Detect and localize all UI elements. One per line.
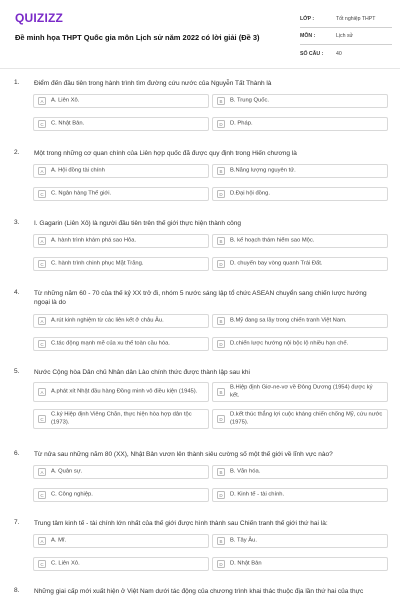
option-text: B. Tây Âu. bbox=[230, 537, 257, 544]
question-number: 3. bbox=[14, 219, 20, 226]
option-letter: C bbox=[38, 120, 46, 128]
document-title: Đề minh họa THPT Quốc gia môn Lịch sử năm 2022 có lời giải (Đề 3) bbox=[15, 33, 260, 42]
option-text: A. hành trình khám phá sao Hỏa. bbox=[51, 237, 137, 244]
option-b[interactable] bbox=[212, 382, 388, 402]
option-a[interactable] bbox=[33, 164, 209, 178]
option-text: D.Đại hội đồng. bbox=[230, 190, 270, 197]
option-b[interactable] bbox=[212, 465, 388, 479]
option-b[interactable] bbox=[212, 314, 388, 328]
option-text: D. Nhật Bản bbox=[230, 560, 262, 567]
option-text: D.kết thúc thắng lợi cuộc kháng chiến chống Mỹ, cứu nước (1975). bbox=[230, 411, 383, 425]
option-letter: B bbox=[217, 237, 225, 245]
option-a[interactable] bbox=[33, 382, 209, 402]
option-d[interactable] bbox=[212, 117, 388, 131]
option-letter: B bbox=[217, 537, 225, 545]
option-letter: C bbox=[38, 560, 46, 568]
meta-row-count bbox=[300, 45, 392, 62]
option-text: D.chiến lược hướng nội bộc lộ nhiều hạn chế. bbox=[230, 340, 349, 347]
option-letter: A bbox=[38, 97, 46, 105]
option-text: C.tác động mạnh mẽ của xu thế toàn cầu hóa. bbox=[51, 340, 170, 347]
option-a[interactable] bbox=[33, 534, 209, 548]
question-text: Điểm đến đầu tiên trong hành trình tìm đường cứu nước của Nguyễn Tất Thành là bbox=[34, 80, 272, 87]
option-text: B.Mỹ đang sa lầy trong chiến tranh Việt Nam. bbox=[230, 317, 347, 324]
option-text: B. Trung Quốc. bbox=[230, 97, 269, 104]
option-text: C.ký Hiệp định Viêng Chăn, thực hiện hòa hợp dân tộc (1973). bbox=[51, 411, 192, 425]
option-c[interactable] bbox=[33, 488, 209, 502]
option-c[interactable] bbox=[33, 257, 209, 271]
option-letter: A bbox=[38, 388, 46, 396]
option-c[interactable] bbox=[33, 187, 209, 201]
quizizz-logo: QUIZIZZ bbox=[15, 11, 64, 25]
option-d[interactable] bbox=[212, 557, 388, 571]
option-letter: A bbox=[38, 167, 46, 175]
option-letter: C bbox=[38, 491, 46, 499]
question-text: Từ những năm 60 - 70 của thế kỷ XX trở đi, nhóm 5 nước sáng lập tổ chức ASEAN chuyển sang chiến lược hướng ngoại là do bbox=[34, 290, 367, 306]
option-d[interactable] bbox=[212, 488, 388, 502]
option-text: C. hành trình chinh phục Mặt Trăng. bbox=[51, 260, 144, 267]
option-text: B. Văn hóa. bbox=[230, 468, 261, 475]
option-b[interactable] bbox=[212, 534, 388, 548]
option-letter: A bbox=[38, 468, 46, 476]
question-text: Nước Cộng hòa Dân chủ Nhân dân Lào chính thức được thành lập sau khi bbox=[34, 369, 250, 376]
option-letter: D bbox=[217, 120, 225, 128]
option-c[interactable] bbox=[33, 557, 209, 571]
option-text: C. Nhật Bản. bbox=[51, 120, 85, 127]
option-b[interactable] bbox=[212, 94, 388, 108]
option-text: D. chuyến bay vòng quanh Trái Đất. bbox=[230, 260, 323, 267]
meta-label: MÔN : bbox=[300, 33, 316, 39]
option-letter: B bbox=[217, 468, 225, 476]
option-a[interactable] bbox=[33, 465, 209, 479]
option-text: C. Công nghiệp. bbox=[51, 491, 93, 498]
question-number: 6. bbox=[14, 450, 20, 457]
option-text: C. Ngân hàng Thế giới. bbox=[51, 190, 112, 197]
option-letter: D bbox=[217, 491, 225, 499]
question-number: 4. bbox=[14, 289, 20, 296]
question-number: 5. bbox=[14, 368, 20, 375]
question-text: I. Gagarin (Liên Xô) là người đầu tiên trên thế giới thực hiện thành công bbox=[34, 220, 241, 227]
option-letter: C bbox=[38, 260, 46, 268]
option-letter: C bbox=[38, 340, 46, 348]
option-letter: B bbox=[217, 388, 225, 396]
option-text: A.rút kinh nghiệm từ các liên kết ở châu Âu. bbox=[51, 317, 164, 324]
option-d[interactable] bbox=[212, 409, 388, 429]
option-c[interactable] bbox=[33, 409, 209, 429]
meta-label: SỐ CÂU : bbox=[300, 50, 324, 57]
option-text: A.phát xít Nhật đầu hàng Đồng minh vô điều kiện (1945). bbox=[51, 388, 198, 395]
meta-table bbox=[300, 11, 392, 62]
option-d[interactable] bbox=[212, 337, 388, 351]
option-letter: D bbox=[217, 340, 225, 348]
question-text: Một trong những cơ quan chính của Liên hợp quốc đã được quy định trong Hiến chương là bbox=[34, 150, 297, 157]
option-letter: A bbox=[38, 537, 46, 545]
meta-row-subject bbox=[300, 28, 392, 45]
option-letter: D bbox=[217, 560, 225, 568]
option-d[interactable] bbox=[212, 257, 388, 271]
option-letter: D bbox=[217, 415, 225, 423]
meta-value: Tốt nghiệp THPT bbox=[336, 16, 376, 22]
option-text: A. Quân sự. bbox=[51, 468, 83, 475]
meta-label: LỚP : bbox=[300, 16, 315, 22]
option-text: B.Hiệp định Giơ-ne-vơ về Đông Dương (1954) được ký kết. bbox=[230, 384, 373, 398]
option-letter: C bbox=[38, 190, 46, 198]
question-number: 7. bbox=[14, 519, 20, 526]
option-letter: B bbox=[217, 317, 225, 325]
option-letter: B bbox=[217, 97, 225, 105]
meta-value: 40 bbox=[336, 50, 342, 57]
option-a[interactable] bbox=[33, 234, 209, 248]
question-text: Trung tâm kinh tế - tài chính lớn nhất của thế giới được hình thành sau Chiến tranh thế giới thứ hai là: bbox=[34, 520, 328, 527]
header-divider bbox=[0, 68, 400, 69]
option-b[interactable] bbox=[212, 234, 388, 248]
option-letter: C bbox=[38, 415, 46, 423]
question-number: 8. bbox=[14, 587, 20, 594]
question-text: Những giai cấp mới xuất hiện ở Việt Nam dưới tác động của chương trình khai thác thuộc địa lần thứ hai của thực bbox=[34, 588, 364, 595]
question-text: Từ nửa sau những năm 80 (XX), Nhật Bản vươn lên thành siêu cường số một thế giới về lĩnh vực nào? bbox=[34, 451, 333, 458]
option-text: A. Hội đồng tài chính bbox=[51, 167, 105, 174]
option-letter: D bbox=[217, 190, 225, 198]
option-letter: B bbox=[217, 167, 225, 175]
option-a[interactable] bbox=[33, 314, 209, 328]
option-text: B.Năng lượng nguyên tử. bbox=[230, 167, 296, 174]
meta-value: Lịch sử bbox=[336, 33, 354, 39]
option-text: B. kế hoạch thám hiểm sao Mộc. bbox=[230, 237, 315, 244]
option-letter: A bbox=[38, 317, 46, 325]
option-c[interactable] bbox=[33, 337, 209, 351]
question-number: 1. bbox=[14, 79, 20, 86]
option-d[interactable] bbox=[212, 187, 388, 201]
option-text: D. Kinh tế - tài chính. bbox=[230, 491, 285, 498]
meta-row-grade bbox=[300, 11, 392, 28]
option-a[interactable] bbox=[33, 94, 209, 108]
option-text: A. Liên Xô. bbox=[51, 97, 80, 104]
option-text: D. Pháp. bbox=[230, 120, 253, 127]
option-letter: D bbox=[217, 260, 225, 268]
option-b[interactable] bbox=[212, 164, 388, 178]
worksheet-header bbox=[0, 0, 400, 70]
option-letter: A bbox=[38, 237, 46, 245]
option-text: C. Liên Xô. bbox=[51, 560, 80, 567]
option-c[interactable] bbox=[33, 117, 209, 131]
option-text: A. Mĩ. bbox=[51, 537, 67, 544]
question-number: 2. bbox=[14, 149, 20, 156]
